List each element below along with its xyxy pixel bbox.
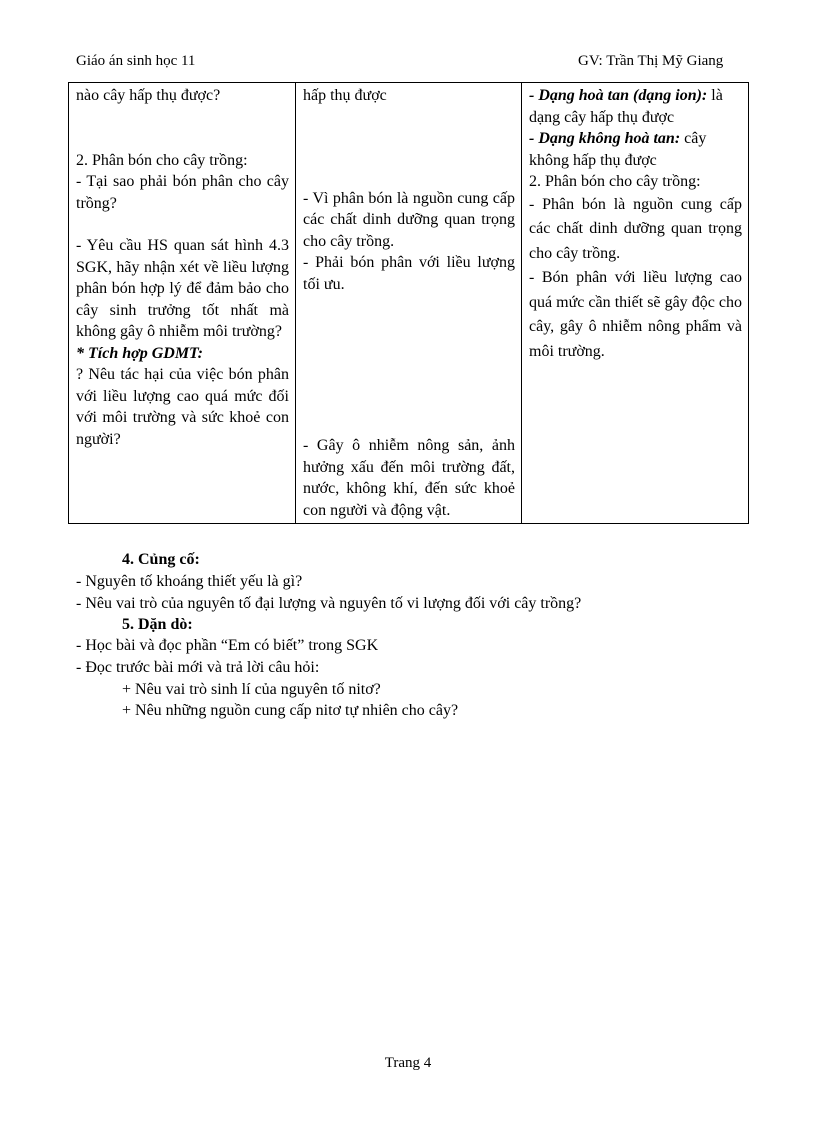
col3-point-2: - Bón phân với liều lượng cao quá mức cần thiết sẽ gây độc cho cây, gây ô nhiễm nông phẩm và môi trường. xyxy=(529,269,742,360)
col1-question-1: - Tại sao phải bón phân cho cây trồng? xyxy=(76,173,289,212)
header-right: GV: Trần Thị Mỹ Giang xyxy=(578,53,724,69)
dan-do-sub-item-1: + Nêu vai trò sinh lí của nguyên tố nitơ? xyxy=(122,681,381,698)
col2-answer-2: - Phải bón phân với liều lượng tối ưu. xyxy=(303,254,515,293)
lesson-table xyxy=(68,82,749,524)
col2-answer-3: - Gây ô nhiễm nông sản, ảnh hưởng xấu đến môi trường đất, nước, không khí, đến sức khoẻ con người và động vật. xyxy=(303,437,515,519)
col1-question-3: ? Nêu tác hại của việc bón phân với liều lượng cao quá mức đối với môi trường và sức khoẻ con người? xyxy=(76,366,289,448)
col2-top-line: hấp thụ được xyxy=(303,87,387,104)
col1-question-2: - Yêu cầu HS quan sát hình 4.3 SGK, hãy nhận xét về liều lượng phân bón hợp lý để đảm bảo cho cây sinh trưởng tốt nhất mà không gây ô nhiễm môi trường? xyxy=(76,237,289,340)
page-number: Trang 4 xyxy=(384,1055,432,1071)
dan-do-title: 5. Dặn dò: xyxy=(122,616,193,633)
col3-form-1-label: - Dạng hoà tan (dạng ion): xyxy=(529,87,708,104)
col3-form-1 xyxy=(529,85,742,128)
col3-form-2 xyxy=(529,128,742,171)
col2-answer-1: - Vì phân bón là nguồn cung cấp các chất dinh dưỡng quan trọng cho cây trồng. xyxy=(303,189,515,250)
content-cell xyxy=(522,83,749,524)
student-activity-cell xyxy=(296,83,522,524)
col3-form-2-text: cây không hấp thụ được xyxy=(529,130,707,169)
col1-heading-2: 2. Phân bón cho cây trồng: xyxy=(76,151,248,169)
dan-do-item-1: - Học bài và đọc phần “Em có biết” trong SGK xyxy=(76,637,379,654)
dan-do-sub-item-2: + Nêu những nguồn cung cấp nitơ tự nhiên cho cây? xyxy=(122,702,459,719)
col3-form-1-text: là dạng cây hấp thụ được xyxy=(529,87,723,126)
col1-top-line: nào cây hấp thụ được? xyxy=(76,87,221,104)
cung-co-item-2: - Nêu vai trò của nguyên tố đại lượng và nguyên tố vi lượng đối với cây trồng? xyxy=(76,595,582,612)
cung-co-title: 4. Củng cố: xyxy=(122,551,200,568)
cung-co-item-1: - Nguyên tố khoáng thiết yếu là gì? xyxy=(76,573,303,590)
col1-gdmt-label: * Tích hợp GDMT: xyxy=(76,344,203,362)
dan-do-item-2: - Đọc trước bài mới và trả lời câu hỏi: xyxy=(76,659,320,676)
col3-heading-2: 2. Phân bón cho cây trồng: xyxy=(529,173,701,190)
header-left: Giáo án sinh học 11 xyxy=(76,53,196,69)
teacher-activity-cell xyxy=(69,83,296,524)
col3-form-2-label: - Dạng không hoà tan: xyxy=(529,130,681,147)
col3-point-1: - Phân bón là nguồn cung cấp các chất dinh dưỡng quan trọng cho cây trồng. xyxy=(529,195,742,262)
